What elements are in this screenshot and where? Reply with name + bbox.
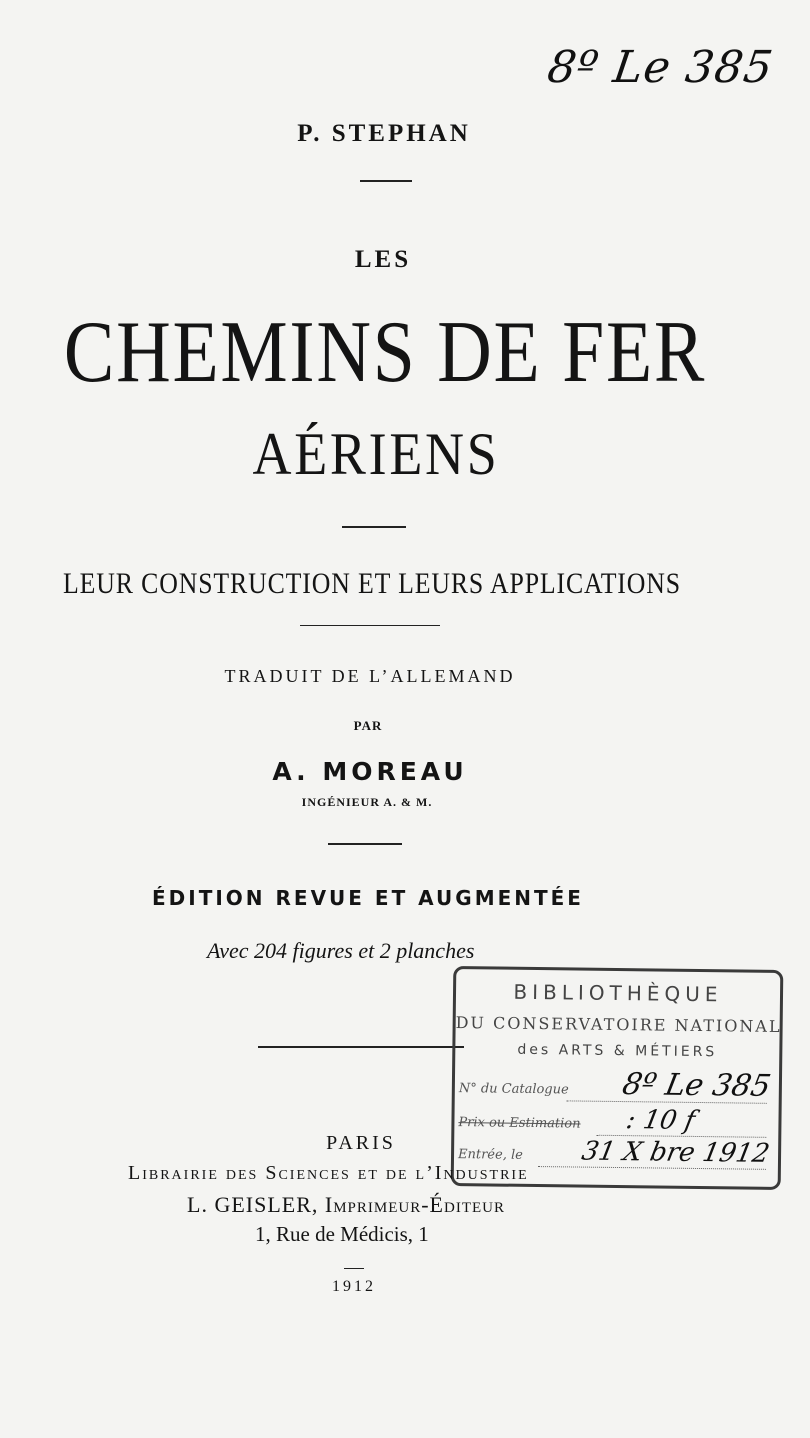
translation-note: TRADUIT DE L’ALLEMAND: [224, 666, 516, 686]
stamp-price-label: Prix ou Estimation: [458, 1115, 581, 1132]
title-sub: AÉRIENS: [252, 421, 500, 487]
stamp-catalogue-value: 8º Le 385: [619, 1067, 774, 1104]
stamp-entry-label: Entrée, le: [457, 1147, 523, 1163]
edition-note: ÉDITION REVUE ET AUGMENTÉE: [152, 886, 584, 910]
stamp-line-2: DU CONSERVATOIRE NATIONAL: [455, 1013, 782, 1037]
translator: A. MOREAU: [272, 757, 468, 786]
title-article: LES: [354, 246, 412, 273]
imprint-publisher: L. GEISLER, Imprimeur-Éditeur: [187, 1192, 505, 1217]
imprint-bookseller: Librairie des Sciences et de l’Industrie: [128, 1162, 529, 1184]
shelfmark-handwritten: 8º Le 385: [544, 42, 777, 93]
translator-credentials: INGÉNIEUR A. & M.: [301, 795, 433, 809]
illustrations-note: Avec 204 figures et 2 planches: [207, 938, 475, 963]
title-main: CHEMINS DE FER: [63, 304, 707, 401]
imprint-year: 1912: [332, 1278, 376, 1295]
divider-rule: [300, 625, 440, 626]
imprint-city: PARIS: [326, 1132, 396, 1154]
imprint-address: 1, Rue de Médicis, 1: [255, 1222, 429, 1246]
by-label: PAR: [353, 718, 383, 733]
library-stamp: [451, 966, 784, 1190]
subtitle: LEUR CONSTRUCTION ET LEURS APPLICATIONS: [63, 567, 681, 600]
stamp-entry-value: 31 X bre 1912: [579, 1136, 772, 1169]
author: P. STEPHAN: [297, 120, 471, 147]
divider-rule: [328, 843, 402, 845]
stamp-catalogue-label: N° du Catalogue: [458, 1081, 569, 1098]
stamp-price-value: : 10 f: [623, 1105, 698, 1136]
divider-rule: [342, 526, 406, 528]
divider-rule: [344, 1268, 364, 1269]
stamp-line-1: BIBLIOTHÈQUE: [513, 979, 723, 1007]
stamp-line-3: des ARTS & MÉTIERS: [517, 1041, 718, 1061]
divider-rule: [360, 180, 412, 182]
divider-rule: [258, 1046, 464, 1048]
